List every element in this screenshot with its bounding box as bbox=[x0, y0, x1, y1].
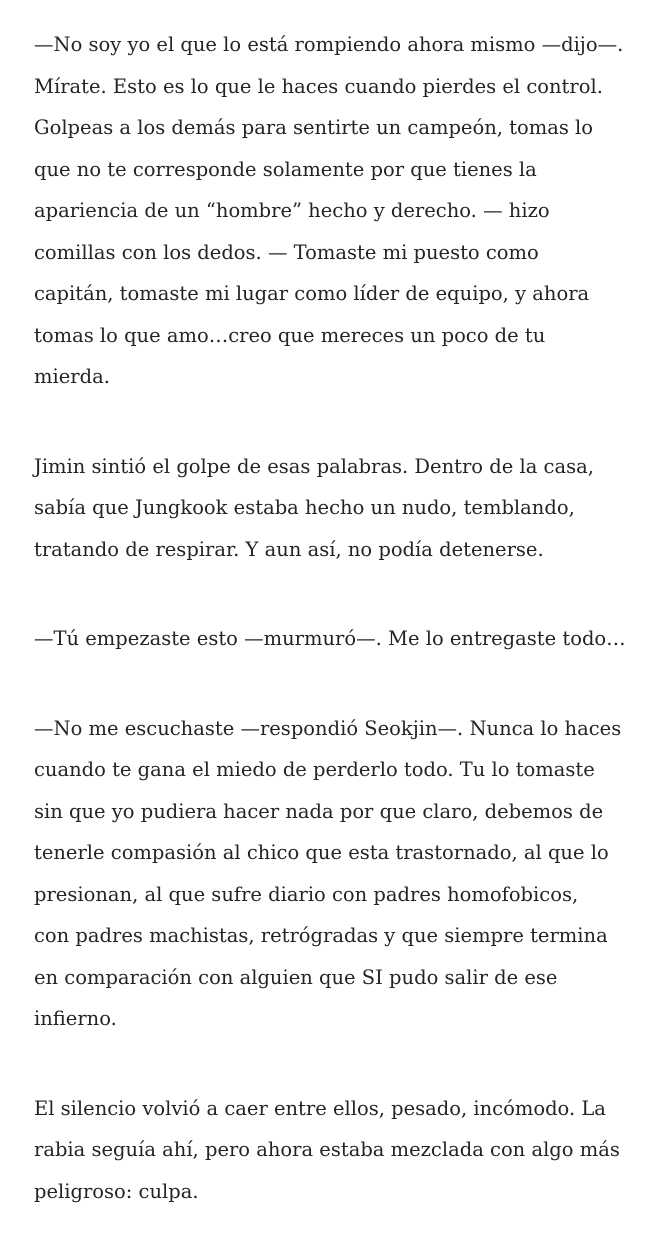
paragraph-2 bbox=[34, 446, 634, 571]
text-line: capitán, tomaste mi lugar como líder de equipo, y ahora bbox=[34, 282, 590, 305]
text-line: tratando de respirar. Y aun así, no podía detenerse. bbox=[34, 537, 544, 561]
text-line: —No me escuchaste —respondió Seokjin—. Nunca lo haces bbox=[34, 716, 622, 740]
text-line: —Tú empezaste esto —murmuró—. Me lo entregaste todo… bbox=[34, 627, 626, 650]
text-line: sin que yo pudiera hacer nada por que claro, debemos de bbox=[34, 799, 604, 823]
text-line: Mírate. Esto es lo que le haces cuando pierdes el control. bbox=[34, 74, 603, 98]
text-line: —No soy yo el que lo está rompiendo ahora mismo —dijo—. bbox=[34, 33, 624, 56]
text-line: Golpeas a los demás para sentirte un campeón, tomas lo bbox=[34, 116, 594, 139]
text-line: cuando te gana el miedo de perderlo todo. Tu lo tomaste bbox=[34, 758, 595, 781]
paragraph-5 bbox=[34, 1088, 634, 1213]
text-line: El silencio volvió a caer entre ellos, pesado, incómodo. La bbox=[34, 1096, 606, 1120]
paragraph-1 bbox=[34, 24, 634, 398]
text-line: Jimin sintió el golpe de esas palabras. Dentro de la casa, bbox=[34, 454, 594, 478]
text-line: mierda. bbox=[34, 365, 110, 388]
text-line: con padres machistas, retrógradas y que siempre termina bbox=[34, 924, 608, 947]
paragraph-4 bbox=[34, 708, 634, 1040]
text-line: infierno. bbox=[34, 1007, 117, 1030]
text-line: tenerle compasión al chico que esta trastornado, al que lo bbox=[34, 841, 609, 864]
text-line: rabia seguía ahí, pero ahora estaba mezclada con algo más bbox=[34, 1138, 620, 1161]
paragraph-3 bbox=[34, 618, 634, 660]
text-line: apariencia de un “hombre” hecho y derecho. — hizo bbox=[34, 199, 550, 222]
text-line: en comparación con alguien que SI pudo salir de ese bbox=[34, 965, 558, 989]
text-line: peligroso: culpa. bbox=[34, 1179, 199, 1203]
text-line: presionan, al que sufre diario con padres homofobicos, bbox=[34, 882, 579, 906]
text-line: que no te corresponde solamente por que tienes la bbox=[34, 157, 537, 181]
story-text bbox=[34, 24, 634, 1260]
text-line: tomas lo que amo…creo que mereces un poco de tu bbox=[34, 323, 546, 347]
text-line: sabía que Jungkook estaba hecho un nudo, temblando, bbox=[34, 496, 575, 519]
text-line: comillas con los dedos. — Tomaste mi puesto como bbox=[34, 240, 539, 264]
